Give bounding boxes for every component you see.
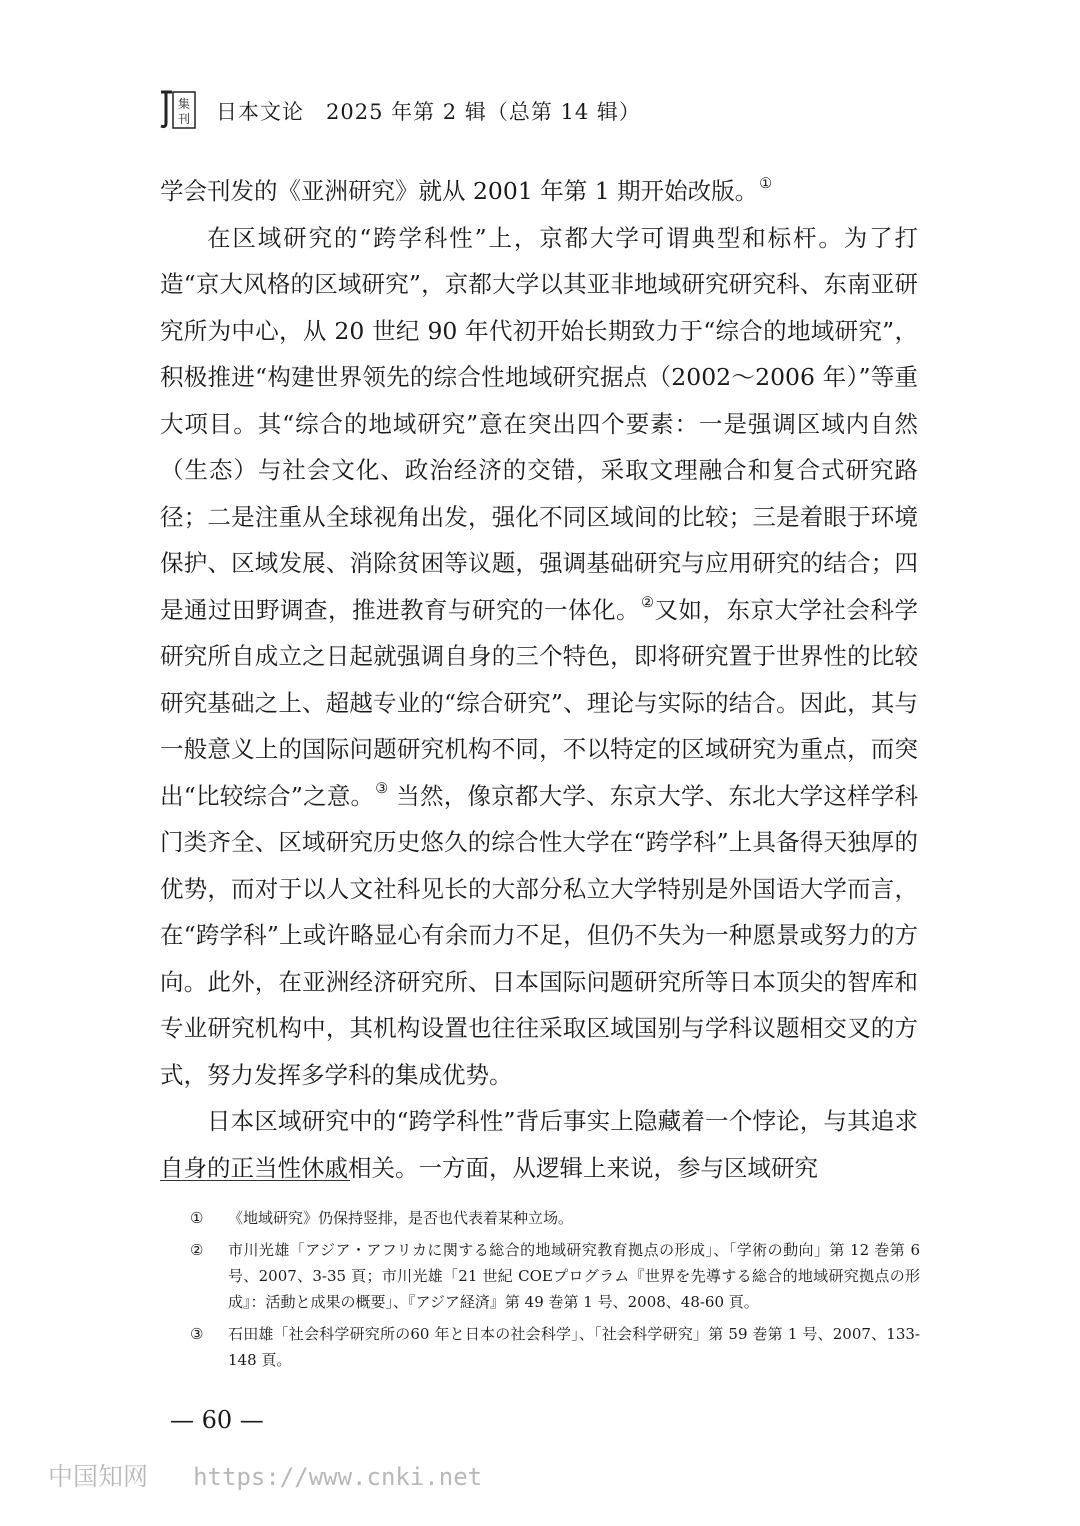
watermark-site-name: 中国知网 [48,1462,149,1491]
svg-text:集: 集 [177,97,191,111]
paragraph-3-text: 日本区域研究中的“跨学科性”背后事实上隐藏着一个悖论，与其追求自身的正当性休戚相关。一方面，从逻辑上来说，参与区域研究 [160,1107,918,1182]
paragraph-2-text-a: 在区域研究的“跨学科性”上，京都大学可谓典型和标杆。为了打造“京大风格的区域研究”，京都大学以其亚非地域研究研究科、东南亚研究所为中心，从 20 世纪 90 年代初开始长期致力于“综合的地域研究”，积极推进“构建世界领先的综合性地域研究据点（2002～2006 年）”等重大项目。其“综合的地域研究”意在突出四个要素：一是强调区域内自然（生态）与社会文化、政治经济的交错，采取文理融合和复合式研究路径；二是注重从全球视角出发，强化不同区域间的比较；三是着眼于环境保护、区域发展、消除贫困等议题，强调基础研究与应用研究的结合；四是通过田野调查，推进教育与研究的一体化。 [160,223,918,624]
footnote-mark: ② [190,1241,204,1259]
watermark-url[interactable]: https://www.cnki.net [193,1463,483,1491]
journal-logo-icon [158,90,198,130]
running-header [158,90,938,134]
footnote-text: 《地域研究》仍保持竖排，是否也代表着某种立场。 [228,1209,574,1227]
paragraph-3 [160,1098,918,1191]
footnote-mark: ① [190,1209,204,1227]
footnote-ref-1[interactable]: ① [759,175,773,193]
cnki-watermark [48,1457,482,1493]
footnote-ref-3[interactable]: ③ [375,779,389,797]
page-number: — 60 — [170,1406,264,1434]
footnote-text: 市川光雄「アジア・アフリカに関する総合的地域研究教育拠点の形成」、「学術の動向」第 12 巻第 6 号、2007、3-35 頁；市川光雄「21 世紀 COEプログラム『世界を先導する総合的地域研究拠点の形成』：活動と成果の概要」、『アジア経済』第 49 巻第 1 号、2008、48-60 頁。 [228,1241,920,1311]
paragraph-1 [160,168,918,215]
footnote-divider [160,1180,350,1181]
footnote-item [190,1205,920,1231]
footnote-text: 石田雄「社会科学研究所の60 年と日本の社会科学」、「社会科学研究」第 59 巻第 1 号、2007、133-148 頁。 [228,1325,920,1369]
footnote-item [190,1321,920,1373]
footnotes [190,1205,920,1379]
footnote-ref-2[interactable]: ② [640,593,655,611]
paragraph-2-text-c: 当然，像京都大学、东京大学、东北大学这样学科门类齐全、区域研究历史悠久的综合性大学在“跨学科”上具备得天独厚的优势，而对于以人文社科见长的大部分私立大学特别是外国语大学而言，在“跨学科”上或许略显心有余而力不足，但仍不失为一种愿景或努力的方向。此外，在亚洲经济研究所、日本国际问题研究所等日本顶尖的智库和专业研究机构中，其机构设置也往往采取区域国别与学科议题相交叉的方式，努力发挥多学科的集成优势。 [160,781,918,1089]
footnote-item [190,1237,920,1315]
body-text [160,168,918,1191]
footnote-mark: ③ [190,1325,204,1343]
paragraph-2 [160,215,918,1099]
svg-text:刊: 刊 [177,112,191,126]
paragraph-1-text: 学会刊发的《亚洲研究》就从 2001 年第 1 期开始改版。 [160,177,759,205]
paragraph-2-text-b: 又如，东京大学社会科学研究所自成立之日起就强调自身的三个特色，即将研究置于世界性的比较研究基础之上、超越专业的“综合研究”、理论与实际的结合。因此，其与一般意义上的国际问题研究机构不同，不以特定的区域研究为重点，而突出“比较综合”之意。 [160,595,919,810]
journal-issue-title: 日本文论 2025 年第 2 辑（总第 14 辑） [216,100,641,124]
